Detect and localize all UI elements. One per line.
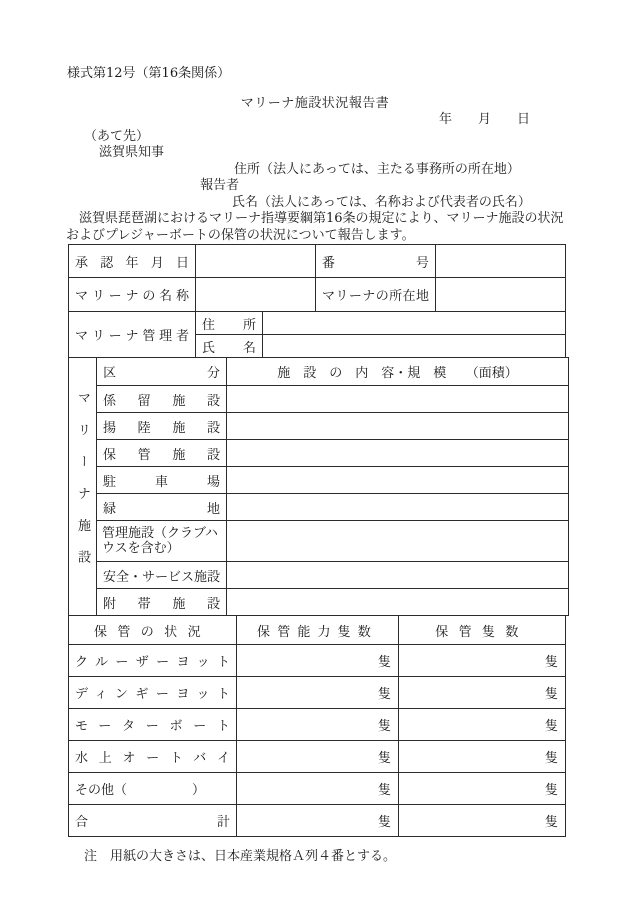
facilities-table xyxy=(68,357,569,616)
manager-address-label: 住所 xyxy=(196,312,263,335)
date-line: 年 月 日 xyxy=(438,112,530,127)
facility-value xyxy=(227,589,569,616)
content-header: 施 設 の 内 容・規 模 （面積） xyxy=(227,358,569,386)
marina-location-value xyxy=(436,278,566,312)
table-row xyxy=(69,440,569,467)
stored-unit-cell: 隻 xyxy=(399,805,566,837)
info-table xyxy=(68,244,566,358)
table-row xyxy=(69,709,566,741)
marina-name-label: マリーナの名称 xyxy=(69,278,196,312)
manager-name-value xyxy=(263,335,566,358)
reporter-address-note: 住所（法人にあっては、主たる事務所の所在地） xyxy=(234,161,520,177)
facility-label-storage: 保管施設 xyxy=(97,440,227,467)
paper-size-note: 注 用紙の大きさは、日本産業規格Ａ列４番とする。 xyxy=(84,849,397,864)
table-row xyxy=(69,358,569,386)
document-title: マリーナ施設状況報告書 xyxy=(240,95,390,111)
table-row xyxy=(69,589,569,616)
stored-unit-cell: 隻 xyxy=(399,741,566,773)
boat-type-cruiser-yacht: クルーザーヨット xyxy=(69,645,237,677)
marina-name-value xyxy=(196,278,316,312)
facility-label-ancillary: 附帯施設 xyxy=(97,589,227,616)
table-row xyxy=(69,278,566,312)
reporter-name-note: 氏名（法人にあっては、名称および代表者の氏名） xyxy=(232,194,531,210)
capacity-unit-cell: 隻 xyxy=(237,805,399,837)
number-value xyxy=(436,245,566,278)
capacity-unit-cell: 隻 xyxy=(237,709,399,741)
table-row xyxy=(69,245,566,278)
capacity-unit-cell: 隻 xyxy=(237,741,399,773)
reporter-label: 報告者 xyxy=(200,178,240,193)
marina-location-label: マリーナの所在地 xyxy=(316,278,436,312)
facility-value xyxy=(227,440,569,467)
table-row xyxy=(69,645,566,677)
facility-value xyxy=(227,494,569,521)
stored-unit-cell: 隻 xyxy=(399,773,566,805)
marina-facilities-vertical-label xyxy=(69,358,97,616)
table-row xyxy=(69,413,569,440)
capacity-unit-cell: 隻 xyxy=(237,645,399,677)
facility-label-safety-service: 安全・サービス施設 xyxy=(97,562,227,589)
boat-type-other: その他（ ） xyxy=(69,773,237,805)
marina-facilities-vertical-text: マリーナ施設 xyxy=(75,390,90,583)
boat-type-jetski: 水上オートバイ xyxy=(69,741,237,773)
capacity-unit-cell: 隻 xyxy=(237,677,399,709)
facility-label-mooring: 係留施設 xyxy=(97,386,227,413)
table-row xyxy=(69,677,566,709)
number-label: 番号 xyxy=(316,245,436,278)
facility-label-parking: 駐車場 xyxy=(97,467,227,494)
storage-table xyxy=(68,615,566,837)
stored-unit-cell: 隻 xyxy=(399,709,566,741)
addressee-name: 滋賀県知事 xyxy=(99,145,165,160)
stored-unit-cell: 隻 xyxy=(399,677,566,709)
table-row xyxy=(69,805,566,837)
manager-address-value xyxy=(263,312,566,335)
addressee-label: （あて先） xyxy=(84,128,150,144)
storage-stored-header: 保管隻数 xyxy=(399,616,566,645)
storage-status-header: 保管の状況 xyxy=(69,616,237,645)
storage-capacity-header: 保管能力隻数 xyxy=(237,616,399,645)
table-row xyxy=(69,616,566,645)
table-row xyxy=(69,562,569,589)
boat-type-dinghy-yacht: ディンギーヨット xyxy=(69,677,237,709)
boat-type-total: 合計 xyxy=(69,805,237,837)
facility-value xyxy=(227,562,569,589)
facility-label-management: 管理施設（クラブハウスを含む） xyxy=(97,521,227,562)
facility-value xyxy=(227,467,569,494)
facility-value xyxy=(227,413,569,440)
table-row xyxy=(69,312,566,335)
report-statement: 滋賀県琵琶湖におけるマリーナ指導要綱第16条の規定により、マリーナ施設の状況およびプレジャーボートの保管の状況について報告します。 xyxy=(66,211,564,243)
table-row xyxy=(69,741,566,773)
facility-label-haulout: 揚陸施設 xyxy=(97,413,227,440)
category-header: 区分 xyxy=(97,358,227,386)
facility-label-green: 緑地 xyxy=(97,494,227,521)
approval-date-value xyxy=(196,245,316,278)
capacity-unit-cell: 隻 xyxy=(237,773,399,805)
approval-date-label: 承認年月日 xyxy=(69,245,196,278)
facility-value xyxy=(227,521,569,562)
stored-unit-cell: 隻 xyxy=(399,645,566,677)
facility-value xyxy=(227,386,569,413)
table-row xyxy=(69,773,566,805)
boat-type-motorboat: モーターボート xyxy=(69,709,237,741)
table-row xyxy=(69,494,569,521)
manager-name-label: 氏名 xyxy=(196,335,263,358)
table-row xyxy=(69,386,569,413)
manager-label: マリーナ管理者 xyxy=(69,312,196,358)
form-number: 様式第12号（第16条関係） xyxy=(67,66,231,81)
table-row xyxy=(69,521,569,562)
table-row xyxy=(69,467,569,494)
